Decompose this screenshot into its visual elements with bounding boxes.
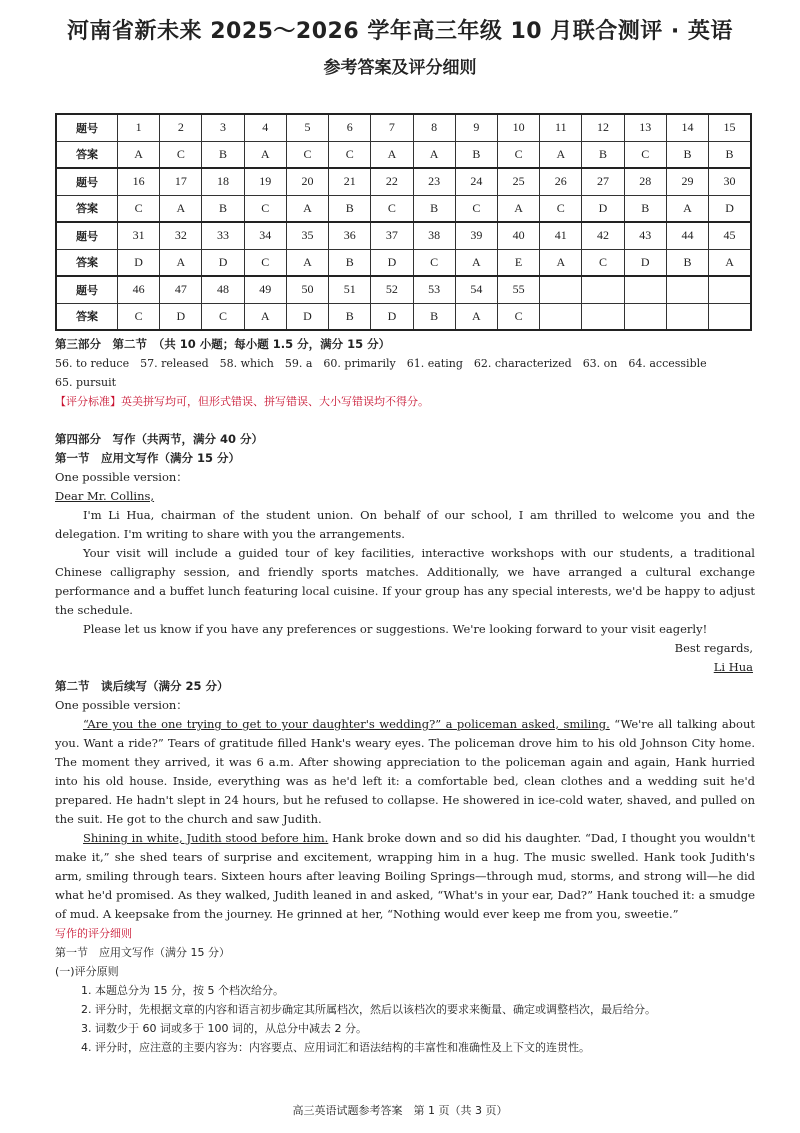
answer-cell: B [582,141,624,168]
question-number-cell: 33 [202,222,244,249]
answer-cell: A [160,249,202,276]
rubric-items [55,981,755,1057]
answer-cell: B [709,141,751,168]
question-number-cell: 13 [624,114,666,141]
answer-cell: A [497,195,539,222]
answer-cell: D [624,249,666,276]
question-number-row [56,168,751,195]
question-number-cell: 18 [202,168,244,195]
question-label: 题号 [56,276,118,303]
rubric-item: 2. 评分时，先根据文章的内容和语言初步确定其所属档次，然后以该档次的要求来衡量、确定或调整档次，最后给分。 [81,1003,656,1016]
answer-row [56,141,751,168]
question-number-cell: 41 [540,222,582,249]
answer-cell: A [413,141,455,168]
question-number-cell: 14 [666,114,708,141]
signature-text: Li Hua [713,660,753,674]
question-number-cell [540,276,582,303]
answer-cell: D [582,195,624,222]
answer-label: 答案 [56,249,118,276]
question-number-cell: 54 [455,276,497,303]
question-number-cell: 21 [329,168,371,195]
answer-cell [540,303,582,330]
question-number-cell: 51 [329,276,371,303]
question-number-cell: 46 [118,276,160,303]
question-number-cell: 38 [413,222,455,249]
question-number-cell: 22 [371,168,413,195]
answer-cell: C [244,249,286,276]
answer-cell: D [118,249,160,276]
question-label: 题号 [56,222,118,249]
answer-cell: A [540,141,582,168]
question-number-cell: 53 [413,276,455,303]
answer-cell: B [329,195,371,222]
question-number-cell: 16 [118,168,160,195]
answer-cell: A [160,195,202,222]
question-number-cell: 42 [582,222,624,249]
page-title: 河南省新未来 2025～2026 学年高三年级 10 月联合测评 · 英语 [67,19,733,44]
question-number-cell: 8 [413,114,455,141]
answer-table [55,113,752,331]
paragraph2-opening: Shining in white, Judith stood before him. [83,831,329,845]
answer-cell: A [371,141,413,168]
question-number-cell: 5 [286,114,328,141]
answer-cell: C [624,141,666,168]
answer-cell: A [244,141,286,168]
question-label: 题号 [56,114,118,141]
answer-row [56,249,751,276]
answer-cell: A [286,195,328,222]
question-number-cell: 15 [709,114,751,141]
answer-cell: D [160,303,202,330]
version-label-2: One possible version： [55,698,188,712]
question-number-cell: 30 [709,168,751,195]
question-number-cell: 47 [160,276,202,303]
question-number-cell: 49 [244,276,286,303]
question-number-cell: 55 [497,276,539,303]
answer-label: 答案 [56,303,118,330]
question-number-cell [666,276,708,303]
answer-label: 答案 [56,195,118,222]
question-number-cell: 28 [624,168,666,195]
version-label: One possible version： [55,470,188,484]
answer-cell: A [666,195,708,222]
answer-cell: A [709,249,751,276]
rubric-item: 3. 词数少于 60 词或多于 100 词的，从总分中减去 2 分。 [81,1022,367,1035]
answer-cell: E [497,249,539,276]
paragraph1-body: “We're all talking about you. Want a ride?” Tears of gratitude filled Hank's weary eyes. The policeman drove him to his old Johnson City home. The moment they arrived, it was 6 a.m. After showing appreciation to the policeman again and again, Hank hurried into his old house. Inside, everything was as he'd left it: a comfortable bed, clean clothes and a wedding suit he'd prepared. He hadn't slept in 24 hours, but he refused to collapse. He showered in ice-cold water, shaved, and pulled on the suit. He got to the church and saw Judith. [55,717,755,826]
answer-cell: D [286,303,328,330]
answer-cell [582,303,624,330]
question-number-cell [582,276,624,303]
question-number-cell: 9 [455,114,497,141]
question-number-cell: 43 [624,222,666,249]
question-number-cell: 19 [244,168,286,195]
part4-section2-heading: 第二节 读后续写（满分 25 分） [55,679,229,693]
spacer [55,411,755,430]
answer-row [56,303,751,330]
question-number-cell: 12 [582,114,624,141]
rubric-item: 1. 本题总分为 15 分，按 5 个档次给分。 [81,984,284,997]
answer-cell: A [118,141,160,168]
answer-cell: C [455,195,497,222]
question-number-cell: 3 [202,114,244,141]
question-number-cell: 17 [160,168,202,195]
rubric-title: 写作的评分细则 [55,927,132,940]
answer-cell: A [455,249,497,276]
letter-paragraph-1: I'm Li Hua, chairman of the student union. On behalf of our school, I am thrilled to welcome you and the delegation. I'm writing to share with you the arrangements. [55,508,755,541]
answer-cell: C [329,141,371,168]
rubric-item: 4. 评分时，应注意的主要内容为：内容要点、应用词汇和语法结构的丰富性和准确性及上下文的连贯性。 [81,1041,590,1054]
rubric-principle: (一)评分原则 [55,965,119,978]
question-number-cell: 44 [666,222,708,249]
question-number-cell: 27 [582,168,624,195]
question-number-cell: 24 [455,168,497,195]
answer-cell: B [202,141,244,168]
answer-cell [709,303,751,330]
question-number-cell [624,276,666,303]
answer-cell: C [118,195,160,222]
part3-scoring-note: 【评分标准】英美拼写均可，但形式错误、拼写错误、大小写错误均不得分。 [55,395,429,408]
answer-cell: B [329,249,371,276]
answer-cell: B [202,195,244,222]
answer-cell: D [371,249,413,276]
answer-cell: B [455,141,497,168]
question-number-cell: 45 [709,222,751,249]
question-number-cell: 36 [329,222,371,249]
answer-cell: C [540,195,582,222]
part3-answers-line1: 56. to reduce 57. released 58. which 59. a 60. primarily 61. eating 62. characterized 63. on 64. accessible [55,357,707,370]
question-number-cell [709,276,751,303]
part4-heading: 第四部分 写作（共两节，满分 40 分） [55,432,264,446]
paragraph1-opening: “Are you the one trying to get to your daughter's wedding?” a policeman asked, smiling. [83,717,610,731]
answer-cell: C [582,249,624,276]
question-number-cell: 37 [371,222,413,249]
rubric-section: 第一节 应用文写作（满分 15 分） [55,946,230,959]
question-number-cell: 48 [202,276,244,303]
question-number-cell: 20 [286,168,328,195]
question-number-cell: 34 [244,222,286,249]
answer-cell: A [540,249,582,276]
question-number-cell: 29 [666,168,708,195]
answer-cell: B [329,303,371,330]
answer-cell: C [497,141,539,168]
continuation-paragraph-1 [55,715,755,829]
answer-cell: A [244,303,286,330]
part3-heading: 第三部分 第二节 （共 10 小题；每小题 1.5 分，满分 15 分） [55,337,391,351]
letter-closing: Best regards, [674,641,753,655]
answer-cell: C [413,249,455,276]
question-number-cell: 4 [244,114,286,141]
part4-section1-heading: 第一节 应用文写作（满分 15 分） [55,451,241,465]
question-number-cell: 50 [286,276,328,303]
answer-cell: C [244,195,286,222]
question-number-cell: 23 [413,168,455,195]
answer-cell: C [286,141,328,168]
question-label: 题号 [56,168,118,195]
question-number-cell: 39 [455,222,497,249]
question-number-cell: 6 [329,114,371,141]
question-number-cell: 1 [118,114,160,141]
answer-cell: C [371,195,413,222]
letter-signature [55,658,755,677]
answer-cell: B [413,303,455,330]
answer-cell: C [497,303,539,330]
answer-cell: A [286,249,328,276]
answer-cell [666,303,708,330]
question-number-cell: 25 [497,168,539,195]
question-number-cell: 40 [497,222,539,249]
question-number-row [56,114,751,141]
answer-label: 答案 [56,141,118,168]
question-number-row [56,222,751,249]
answer-cell: A [455,303,497,330]
part3-answers-line2: 65. pursuit [55,376,117,389]
question-number-cell: 32 [160,222,202,249]
question-number-cell: 2 [160,114,202,141]
letter-paragraph-2: Your visit will include a guided tour of key facilities, interactive workshops with our students, a traditional Chinese calligraphy session, and friendly sports matches. Additionally, we have arranged a cultural exchange performance and a buffet lunch featuring local cuisine. If your group has any special interests, we'd be happy to adjust the schedule. [55,546,755,617]
answer-cell: D [202,249,244,276]
paragraph2-body: Hank broke down and so did his daughter. “Dad, I thought you wouldn't make it,” she shed tears of surprise and excitement, wrapping him in a hug. The music swelled. Hank took Judith's arm, smiling through tears. Sixteen hours after leaving Boiling Springs—through mud, storms, and strong will—he did what he'd promised. As they walked, Judith leaned in and asked, “What's in your ear, Dad?” Hank touched it: a smudge of mud. A keepsake from the journey. He grinned at her, “Nothing would ever keep me from you, sweetie.” [55,831,755,921]
answer-cell [624,303,666,330]
question-number-cell: 7 [371,114,413,141]
answer-cell: B [666,141,708,168]
answer-cell: D [371,303,413,330]
answer-cell: C [118,303,160,330]
question-number-cell: 26 [540,168,582,195]
answer-cell: B [413,195,455,222]
letter-paragraph-3: Please let us know if you have any preferences or suggestions. We're looking forward to your visit eagerly! [83,622,708,636]
answer-row [56,195,751,222]
page-subtitle: 参考答案及评分细则 [323,58,477,78]
question-number-cell: 31 [118,222,160,249]
question-number-cell: 10 [497,114,539,141]
answer-cell: B [666,249,708,276]
page-footer: 高三英语试题参考答案 第 1 页（共 3 页） [292,1104,508,1117]
letter-salutation: Dear Mr. Collins, [55,489,155,503]
answer-cell: C [202,303,244,330]
answer-cell: B [624,195,666,222]
answer-cell: D [709,195,751,222]
question-number-cell: 11 [540,114,582,141]
answer-cell: C [160,141,202,168]
question-number-cell: 52 [371,276,413,303]
question-number-row [56,276,751,303]
continuation-paragraph-2 [55,829,755,924]
question-number-cell: 35 [286,222,328,249]
document-body [55,335,755,1057]
